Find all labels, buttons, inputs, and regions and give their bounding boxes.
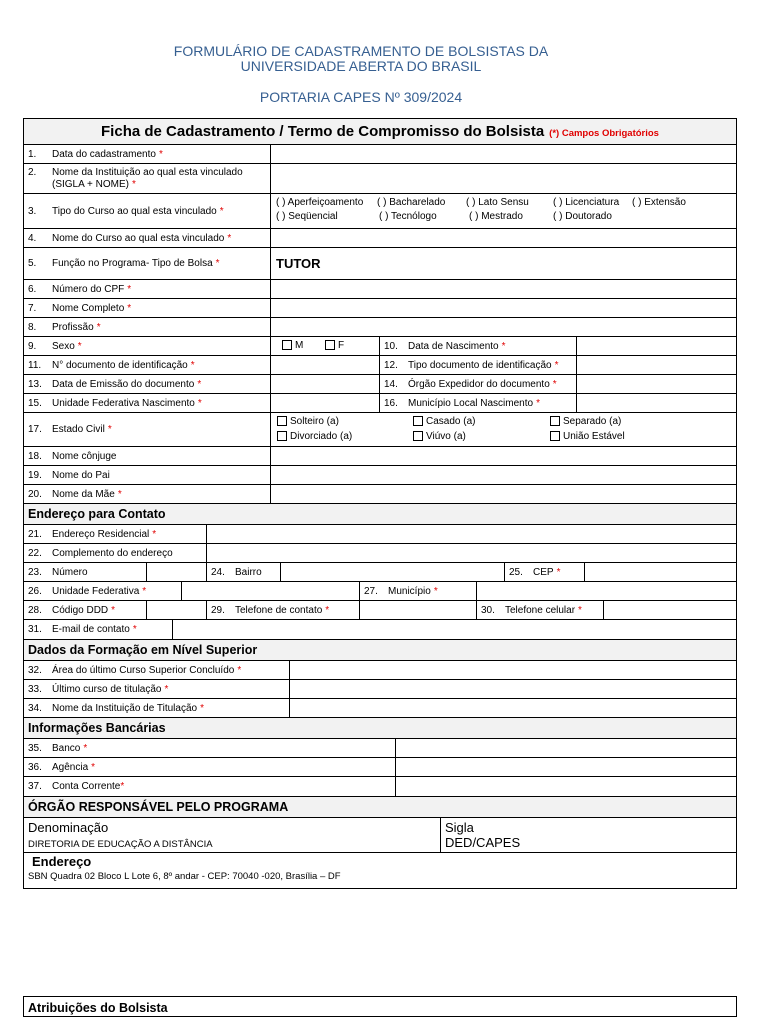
cadastro-date-input[interactable] <box>270 145 736 163</box>
section-contato <box>24 503 736 524</box>
orgao-details-row <box>24 817 736 852</box>
checkbox-icon[interactable] <box>277 431 287 441</box>
field-label-ultimo-curso: 33. Último curso de titulação * <box>28 683 169 695</box>
field-row-area-curso <box>24 660 736 679</box>
field-label-data-emissao: 13. Data de Emissão do documento * <box>28 378 202 390</box>
field-label-area-curso: 32. Área do último Curso Superior Concluído * <box>28 664 242 676</box>
option-extensao[interactable]: ( ) Extensão <box>632 197 686 208</box>
field-row-email <box>24 619 736 639</box>
sigla-cell <box>440 818 736 852</box>
section-formacao <box>24 639 736 660</box>
pai-input[interactable] <box>270 466 736 484</box>
field-row-instituicao <box>24 163 736 193</box>
checkbox-icon[interactable] <box>282 340 292 350</box>
field-label-bairro: 24. Bairro <box>206 563 280 581</box>
field-label-orgao-expedidor: 14. Órgão Expedidor do documento * <box>379 375 576 393</box>
mae-input[interactable] <box>270 485 736 503</box>
field-label-pai: 19. Nome do Pai <box>28 469 110 481</box>
field-label-banco: 35. Banco * <box>28 742 88 754</box>
orgao-endereco-row <box>24 852 736 888</box>
field-label-tipo-documento: 12. Tipo documento de identificação * <box>379 356 576 374</box>
instituicao-titulacao-input[interactable] <box>289 699 736 717</box>
option-tecnologo[interactable]: ( ) Tecnólogo <box>379 211 437 222</box>
field-row-estado-civil <box>24 412 736 446</box>
sexo-options <box>270 337 379 355</box>
field-label-municipio: 27. Município * <box>359 582 476 600</box>
field-row-tipo-curso <box>24 193 736 228</box>
sexo-option-m[interactable]: M <box>282 340 303 351</box>
field-row-instituicao-titulacao <box>24 698 736 717</box>
field-row-telefones <box>24 600 736 619</box>
field-label-mae: 20. Nome da Mãe * <box>28 488 122 500</box>
field-label-estado-civil: 17. Estado Civil * <box>28 424 112 435</box>
sigla-label: Sigla <box>445 820 474 835</box>
field-row-endereco <box>24 524 736 543</box>
uf-input[interactable] <box>181 582 359 600</box>
data-emissao-input[interactable] <box>270 375 379 393</box>
profissao-input[interactable] <box>270 318 736 336</box>
denominacao-value: DIRETORIA DE EDUCAÇÃO A DISTÂNCIA <box>28 839 213 850</box>
section-title-formacao: Dados da Formação em Nível Superior <box>28 643 258 657</box>
telefone-input[interactable] <box>359 601 476 619</box>
municipio-nascimento-input[interactable] <box>576 394 736 412</box>
field-row-funcao <box>24 247 736 279</box>
field-label-cpf: 6. Número do CPF * <box>28 283 132 295</box>
field-row-documento <box>24 355 736 374</box>
denominacao-cell <box>24 818 440 852</box>
checkbox-icon[interactable] <box>550 416 560 426</box>
tipo-curso-options <box>270 194 736 228</box>
checkbox-icon[interactable] <box>413 431 423 441</box>
field-label-instituicao-titulacao: 34. Nome da Instituição de Titulação * <box>28 702 204 714</box>
field-label-endereco: 21. Endereço Residencial * <box>28 528 157 540</box>
tipo-documento-input[interactable] <box>576 356 736 374</box>
field-row-cpf <box>24 279 736 298</box>
field-label-nome-completo: 7. Nome Completo * <box>28 302 132 314</box>
option-casado[interactable]: Casado (a) <box>413 416 475 427</box>
section-orgao <box>24 796 736 817</box>
conjuge-input[interactable] <box>270 447 736 465</box>
option-bacharelado[interactable]: ( ) Bacharelado <box>377 197 446 208</box>
field-label-cep: 25. CEP * <box>504 563 584 581</box>
checkbox-icon[interactable] <box>550 431 560 441</box>
complemento-input[interactable] <box>206 544 736 562</box>
bairro-input[interactable] <box>280 563 504 581</box>
endereco-input[interactable] <box>206 525 736 543</box>
option-doutorado[interactable]: ( ) Doutorado <box>553 211 612 222</box>
field-row-agencia <box>24 757 736 776</box>
field-label-instituicao: 2. Nome da Instituição ao qual esta vinculado (SIGLA + NOME) * <box>28 167 243 190</box>
denominacao-label: Denominação <box>28 820 109 835</box>
banco-input[interactable] <box>395 739 736 757</box>
form-title: Ficha de Cadastramento / Termo de Compromisso do Bolsista <box>101 123 545 140</box>
field-row-sexo-nascimento <box>24 336 736 355</box>
form-header-line1: FORMULÁRIO DE CADASTRAMENTO DE BOLSISTAS DA <box>173 43 549 59</box>
field-row-nome-completo <box>24 298 736 317</box>
ddd-input[interactable] <box>146 601 206 619</box>
field-label-sexo: 9. Sexo * <box>28 340 82 352</box>
field-label-agencia: 36. Agência * <box>28 761 96 773</box>
endereco-label: Endereço <box>32 854 92 869</box>
nascimento-input[interactable] <box>576 337 736 355</box>
atribuicoes-title: Atribuições do Bolsista <box>28 1001 168 1015</box>
section-title-orgao: ÓRGÃO RESPONSÁVEL PELO PROGRAMA <box>28 800 289 814</box>
option-separado[interactable]: Separado (a) <box>550 416 621 427</box>
estado-civil-options <box>270 413 736 446</box>
field-label-funcao: 5. Função no Programa- Tipo de Bolsa * <box>28 258 220 269</box>
numero-input[interactable] <box>146 563 206 581</box>
field-row-pai <box>24 465 736 484</box>
form-title-row <box>24 119 736 144</box>
field-row-banco <box>24 738 736 757</box>
checkbox-icon[interactable] <box>277 416 287 426</box>
field-label-email: 31. E-mail de contato * <box>28 624 137 635</box>
ultimo-curso-input[interactable] <box>289 680 736 698</box>
uf-nascimento-input[interactable] <box>270 394 379 412</box>
field-row-ultimo-curso <box>24 679 736 698</box>
field-row-cadastro-date <box>24 144 736 163</box>
field-label-complemento: 22. Complemento do endereço <box>28 547 173 559</box>
field-label-conjuge: 18. Nome cônjuge <box>28 450 117 462</box>
field-label-tipo-curso: 3. Tipo do Curso ao qual esta vinculado * <box>28 205 224 217</box>
endereco-value: SBN Quadra 02 Bloco L Lote 6, 8º andar - CEP: 70040 -020, Brasília – DF <box>28 871 341 882</box>
funcao-value[interactable]: TUTOR <box>270 248 736 279</box>
celular-input[interactable] <box>603 601 736 619</box>
portaria-title: PORTARIA CAPES Nº 309/2024 <box>259 89 463 105</box>
conta-input[interactable] <box>395 777 736 796</box>
field-label-num-documento: 11. N° documento de identificação * <box>28 359 195 371</box>
checkbox-icon[interactable] <box>325 340 335 350</box>
section-bancarias <box>24 717 736 738</box>
field-row-profissao <box>24 317 736 336</box>
cep-input[interactable] <box>584 563 736 581</box>
field-label-telefone: 29. Telefone de contato * <box>206 601 359 619</box>
nome-curso-input[interactable] <box>270 229 736 247</box>
orgao-expedidor-input[interactable] <box>576 375 736 393</box>
field-row-nome-curso <box>24 228 736 247</box>
field-label-nascimento: 10. Data de Nascimento * <box>379 337 576 355</box>
area-curso-input[interactable] <box>289 661 736 679</box>
cpf-input[interactable] <box>270 280 736 298</box>
option-uniao-estavel[interactable]: União Estável <box>550 431 625 442</box>
field-row-mae <box>24 484 736 503</box>
field-row-emissao <box>24 374 736 393</box>
cadastro-form <box>23 118 737 889</box>
field-label-nome-curso: 4. Nome do Curso ao qual esta vinculado * <box>28 232 232 244</box>
instituicao-input[interactable] <box>270 164 736 193</box>
option-aperfeicoamento[interactable]: ( ) Aperfeiçoamento <box>276 197 364 208</box>
field-row-conta <box>24 776 736 796</box>
field-label-profissao: 8. Profissão * <box>28 321 101 333</box>
option-sequencial[interactable]: ( ) Seqüencial <box>276 211 338 222</box>
atribuicoes-box <box>23 996 737 1017</box>
required-note: (*) Campos Obrigatórios <box>549 127 659 139</box>
field-label-municipio-nascimento: 16. Município Local Nascimento * <box>379 394 576 412</box>
section-title-bancarias: Informações Bancárias <box>28 721 166 735</box>
email-input[interactable] <box>172 620 736 639</box>
option-divorciado[interactable]: Divorciado (a) <box>277 431 352 442</box>
field-label-ddd: 28. Código DDD * <box>28 604 116 616</box>
sexo-option-f[interactable]: F <box>325 340 344 351</box>
form-header-line2: UNIVERSIDADE ABERTA DO BRASIL <box>240 58 482 74</box>
field-row-numero-bairro-cep <box>24 562 736 581</box>
agencia-input[interactable] <box>395 758 736 776</box>
option-mestrado[interactable]: ( ) Mestrado <box>469 211 523 222</box>
option-solteiro[interactable]: Solteiro (a) <box>277 416 339 427</box>
field-label-conta: 37. Conta Corrente * <box>28 781 125 792</box>
field-row-uf-municipio <box>24 581 736 600</box>
field-label-celular: 30. Telefone celular * <box>476 601 603 619</box>
field-label-uf-nascimento: 15. Unidade Federativa Nascimento * <box>28 397 202 409</box>
option-licenciatura[interactable]: ( ) Licenciatura <box>553 197 620 208</box>
checkbox-icon[interactable] <box>413 416 423 426</box>
field-row-conjuge <box>24 446 736 465</box>
option-lato-sensu[interactable]: ( ) Lato Sensu <box>466 197 529 208</box>
sigla-value: DED/CAPES <box>445 835 521 850</box>
field-label-numero: 23. Número <box>28 566 88 578</box>
field-label-uf: 26. Unidade Federativa * <box>28 585 147 597</box>
field-label-cadastro-date: 1. Data do cadastramento * <box>28 148 163 160</box>
num-documento-input[interactable] <box>270 356 379 374</box>
nome-completo-input[interactable] <box>270 299 736 317</box>
field-row-complemento <box>24 543 736 562</box>
section-title-contato: Endereço para Contato <box>28 507 166 521</box>
option-viuvo[interactable]: Viúvo (a) <box>413 431 466 442</box>
field-row-nascimento-local <box>24 393 736 412</box>
municipio-input[interactable] <box>476 582 736 600</box>
